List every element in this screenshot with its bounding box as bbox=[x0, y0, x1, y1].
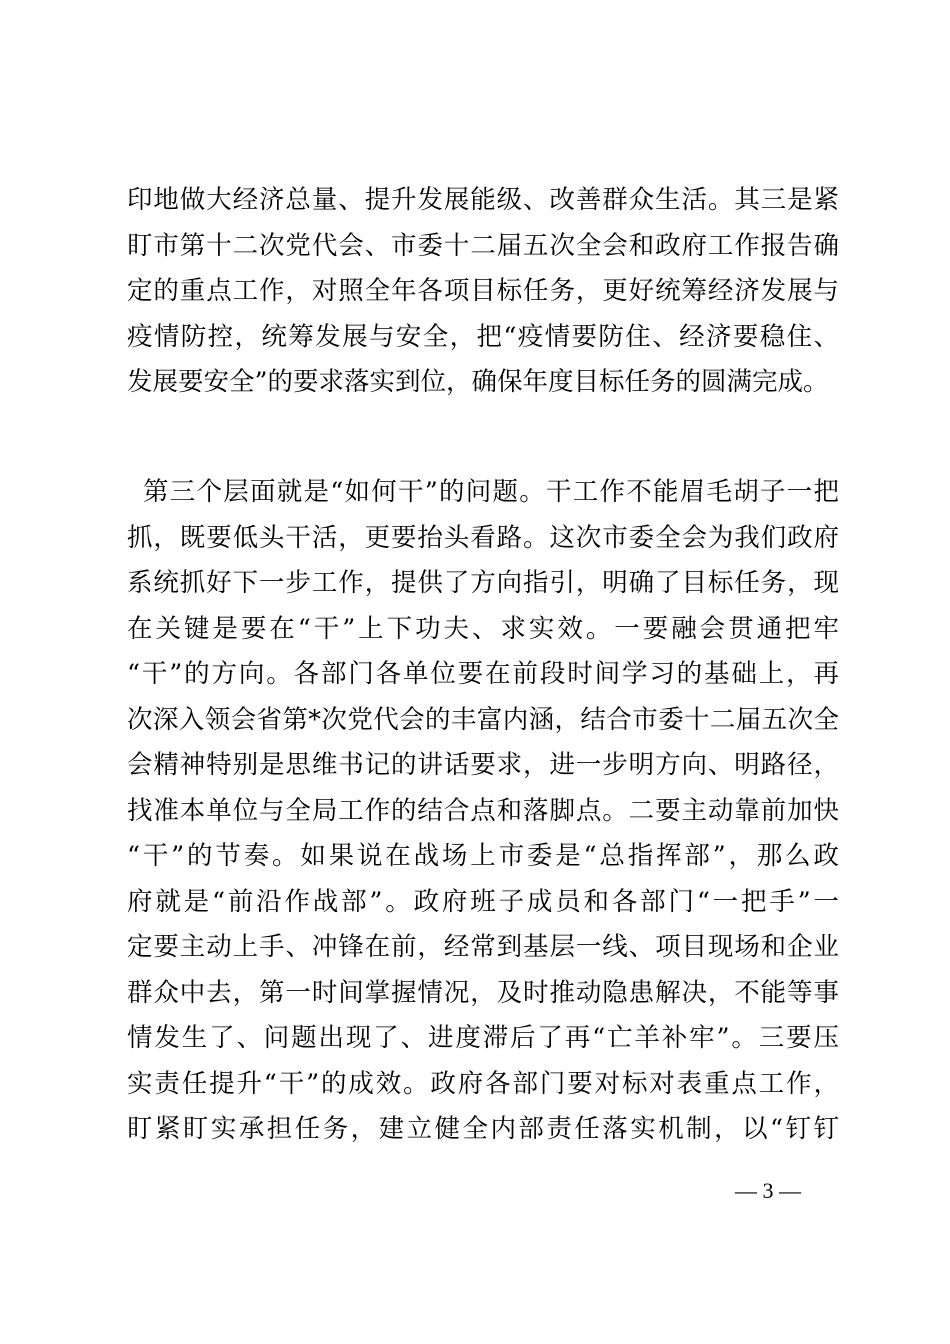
paragraph-line: “干”的方向。各部门各单位要在前段时间学习的基础上，再 bbox=[127, 659, 839, 689]
paragraph-line: 盯紧盯实承担任务，建立健全内部责任落实机制，以“钉钉 bbox=[127, 1114, 839, 1144]
paragraph-line: 实责任提升“干”的成效。政府各部门要对标对表重点工作， bbox=[127, 1068, 839, 1099]
paragraph-line: “干”的节奏。如果说在战场上市委是“总指挥部”，那么政 bbox=[127, 841, 839, 871]
paragraph-line: 群众中去，第一时间掌握情况，及时推动隐患解决，不能等事 bbox=[127, 977, 839, 1008]
paragraph-line: 系统抓好下一步工作，提供了方向指引，明确了目标任务，现 bbox=[127, 568, 839, 598]
page-number: — 3 — bbox=[735, 1178, 801, 1203]
paragraph-line: 会精神特别是思维书记的讲话要求，进一步明方向、明路径， bbox=[127, 750, 839, 780]
paragraph-line: 定的重点工作，对照全年各项目标任务，更好统筹经济发展与 bbox=[127, 276, 839, 306]
paragraph-line: 找准本单位与全局工作的结合点和落脚点。二要主动靠前加快 bbox=[127, 795, 839, 826]
paragraph-2 bbox=[127, 470, 839, 1153]
paragraph-line: 在关键是要在“干”上下功夫、求实效。一要融会贯通把牢 bbox=[127, 613, 839, 644]
paragraph-line: 印地做大经济总量、提升发展能级、改善群众生活。其三是紧 bbox=[127, 185, 839, 215]
paragraph-line: 盯市第十二次党代会、市委十二届五次全会和政府工作报告确 bbox=[127, 230, 839, 261]
paragraph-line: 情发生了、问题出现了、进度滞后了再“亡羊补牢”。三要压 bbox=[127, 1023, 839, 1053]
paragraph-line: 发展要安全”的要求落实到位，确保年度目标任务的圆满完成。 bbox=[127, 367, 829, 397]
paragraph-line: 次深入领会省第*次党代会的丰富内涵，结合市委十二届五次全 bbox=[127, 704, 839, 735]
paragraph-line: 疫情防控，统筹发展与安全，把“疫情要防住、经济要稳住、 bbox=[127, 321, 839, 352]
paragraph-1 bbox=[127, 178, 839, 406]
paragraph-line: 府就是“前沿作战部”。政府班子成员和各部门“一把手”一 bbox=[127, 886, 839, 917]
paragraph-line: 抓，既要低头干活，更要抬头看路。这次市委全会为我们政府 bbox=[127, 522, 839, 553]
paragraph-line: 第三个层面就是“如何干”的问题。干工作不能眉毛胡子一把 bbox=[143, 477, 839, 507]
paragraph-line: 定要主动上手、冲锋在前，经常到基层一线、项目现场和企业 bbox=[127, 932, 839, 962]
